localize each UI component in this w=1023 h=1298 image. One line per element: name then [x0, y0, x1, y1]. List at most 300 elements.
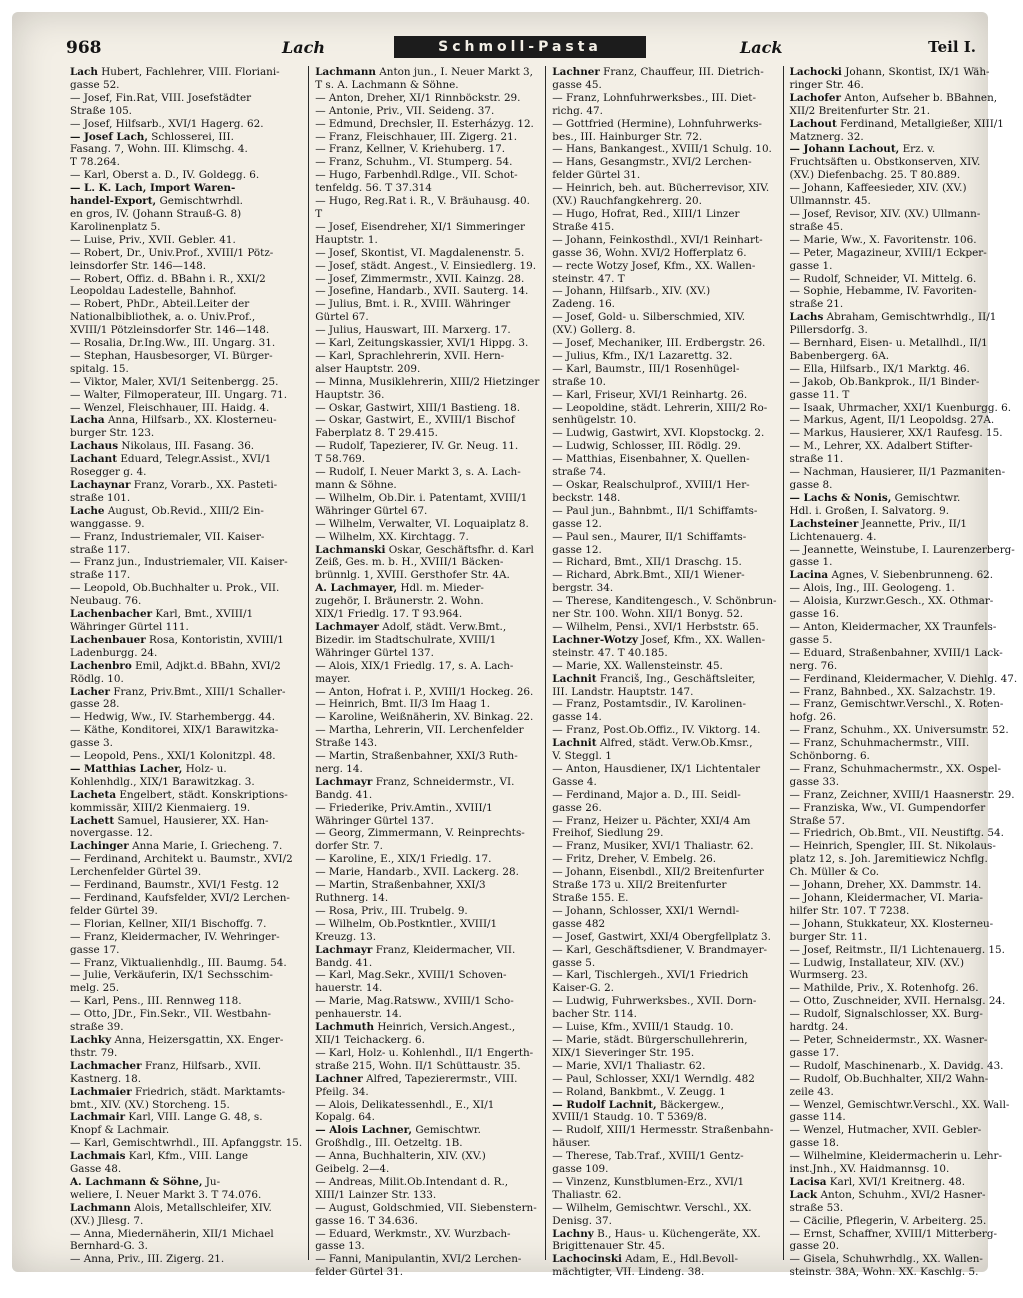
directory-entry [790, 931, 1018, 944]
entry-details: Karolinenplatz 5. [70, 220, 161, 233]
directory-entry [790, 1060, 1018, 1073]
directory-entry [70, 1150, 302, 1163]
directory-entry [70, 1228, 302, 1241]
directory-entry [790, 466, 1018, 479]
entry-details: — Karl, Gemischtwrhdl., III. Apfanggstr. 15. [70, 1137, 303, 1150]
entry-details: — Hans, Gesangmstr., XVI/2 Lerchen- [552, 156, 752, 169]
entry-details: — Georg, Zimmermann, V. Reinprechts- [315, 827, 525, 840]
entry-details: — Therese, Kanditengesch., V. Schönbrun- [552, 595, 777, 608]
entry-details: — Rudolf, Ob.Buchhalter, XII/2 Wahn- [789, 1072, 989, 1085]
directory-entry [790, 479, 1018, 492]
advertising-banner: Schmoll-Pasta [394, 36, 646, 58]
directory-entry [552, 1073, 776, 1086]
directory-entry [552, 892, 776, 905]
entry-details: brünnlg. 1, XVIII. Gersthofer Str. 4A. [315, 569, 510, 582]
entry-details: — Hugo, Hofrat, Red., XIII/1 Linzer [552, 207, 740, 220]
entry-details: III. Landstr. Hauptstr. 147. [552, 685, 694, 698]
directory-entry [790, 66, 1018, 79]
entry-details: — Edmund, Drechsler, II. Esterházyg. 12. [315, 117, 534, 130]
directory-entry [552, 595, 776, 608]
entry-details: — Josefine, Handarb., XVII. Sauterg. 14. [315, 285, 529, 298]
directory-entry [70, 789, 302, 802]
directory-entry [790, 944, 1018, 957]
directory-entry [70, 582, 302, 595]
entry-details: gasse 5. [552, 956, 596, 969]
entry-details: häuser. [552, 1137, 591, 1150]
column-4 [784, 66, 1023, 1279]
entry-details: August, Ob.Revid., XIII/2 Ein- [107, 504, 264, 517]
entry-details: Abraham, Gemischtwrhdlg., II/1 [826, 311, 997, 324]
entry-details: — Alois, Ing., III. Geologeng. 1. [789, 582, 955, 595]
entry-details: straße 45. [789, 220, 844, 233]
directory-entry [790, 1008, 1018, 1021]
entry-name: Lachs [789, 311, 824, 324]
entry-details: XVIII/1 Pötzleinsdorfer Str. 146—148. [70, 324, 270, 337]
entry-details: gasse 12. [552, 517, 602, 530]
directory-entry [70, 995, 302, 1008]
directory-entry [70, 776, 302, 789]
entry-details: — Ferdinand, Kleidermacher, V. Diehlg. 47. [789, 672, 1018, 685]
directory-entry [70, 234, 302, 247]
entry-details: — Sophie, Hebamme, IV. Favoriten- [789, 285, 977, 298]
entry-details: gasse 17. [789, 1046, 840, 1059]
entry-name: Lachmacher [70, 1059, 142, 1072]
directory-entry [790, 260, 1018, 273]
entry-details: Schlosserei, III. [151, 130, 234, 143]
entry-details: Faberplatz 8. T 29.415. [315, 427, 438, 440]
entry-name: — L. K. Lach, Import Waren- [70, 182, 236, 195]
entry-details: alser Hauptstr. 209. [315, 362, 421, 375]
entry-details: — Karl, Holz- u. Kohlenhdl., II/1 Engerth- [315, 1046, 534, 1059]
entry-details: — Viktor, Maler, XVI/1 Seitenbergg. 25. [70, 375, 279, 388]
entry-details: Anton, Aufseher b. BBahnen, [844, 91, 998, 104]
directory-entry [70, 1008, 302, 1021]
directory-entry [315, 298, 539, 311]
entry-name: handel-Export, [70, 195, 157, 208]
entry-details: — Josef, Gastwirt, XXI/4 Obergfellplatz 3. [552, 930, 771, 943]
entry-details: — Franz, Schuhmachermstr., XX. Ospel- [789, 762, 1002, 775]
entry-details: — Franziska, Ww., VI. Gumpendorfer [789, 801, 986, 814]
entry-details: — Otto, Zuschneider, XVII. Hernalsg. 24. [789, 995, 1006, 1008]
entry-details: — Andreas, Milit.Ob.Intendant d. R., [315, 1175, 509, 1188]
directory-entry [790, 1163, 1018, 1176]
directory-entry [552, 402, 776, 415]
entry-details: Oskar, Geschäftsfhr. d. Karl [388, 543, 534, 556]
entry-details: gasse 52. [70, 78, 120, 91]
directory-entry [552, 350, 776, 363]
entry-details: — Julie, Verkäuferin, IX/1 Sechsschim- [70, 969, 273, 982]
entry-details: — Leopold, Pens., XXI/1 Kolonitzpl. 48. [70, 750, 276, 763]
directory-entry [552, 1086, 776, 1099]
page-number: 968 [66, 38, 102, 58]
directory-entry [70, 827, 302, 840]
directory-entry [315, 660, 539, 673]
directory-entry [552, 995, 776, 1008]
directory-entry [70, 260, 302, 273]
directory-entry [552, 1034, 776, 1047]
directory-entry [315, 982, 539, 995]
directory-entry [790, 1099, 1018, 1112]
entry-details: Straße 105. [70, 104, 132, 117]
directory-entry [70, 1202, 302, 1215]
entry-details: Franciš, Ing., Geschäftsleiter, [599, 672, 756, 685]
entry-details: Alfred, Tapezierermstr., VIII. [366, 1072, 518, 1085]
directory-entry [70, 1163, 302, 1176]
directory-entry [70, 544, 302, 557]
directory-entry [552, 1099, 776, 1112]
directory-entry [552, 1215, 776, 1228]
entry-details: Kaiser-G. 2. [552, 982, 614, 995]
directory-entry [552, 414, 776, 427]
entry-name: Lachsteiner [789, 517, 859, 530]
directory-entry [552, 1228, 776, 1241]
directory-entry [315, 969, 539, 982]
directory-entry [552, 621, 776, 634]
directory-entry [70, 815, 302, 828]
entry-details: — Richard, Bmt., XII/1 Draschg. 15. [552, 556, 742, 569]
directory-entry [70, 247, 302, 260]
entry-details: — Franz, Zeichner, XVIII/1 Haasnerstr. 29. [789, 788, 1015, 801]
entry-details: — Ella, Hilfsarb., IX/1 Marktg. 46. [789, 362, 970, 375]
directory-entry [552, 673, 776, 686]
directory-entry [315, 724, 539, 737]
directory-entry [552, 853, 776, 866]
entry-details: Gemischtwr. [415, 1124, 481, 1137]
entry-details: — Anton, Kleidermacher, XX Traunfels- [789, 620, 997, 633]
entry-details: inst.Jnh., XV. Haidmannsg. 10. [789, 1163, 950, 1176]
directory-entry [70, 195, 302, 208]
entry-details: Lichtenauerg. 4. [789, 530, 877, 543]
entry-details: — Josef, Mechaniker, III. Erdbergstr. 26. [552, 337, 766, 350]
directory-entry [70, 440, 302, 453]
directory-entry [790, 840, 1018, 853]
directory-entry [315, 789, 539, 802]
directory-entry [552, 608, 776, 621]
entry-details: — Ludwig, Gastwirt, XVI. Klopstockg. 2. [552, 427, 765, 440]
directory-entry [315, 544, 539, 557]
entry-details: — M., Lehrer, XX. Adalbert Stifter- [789, 440, 973, 453]
entry-details: bmt., XIV. (XV.) Storcheng. 15. [70, 1098, 230, 1111]
entry-name: Lachofer [789, 91, 841, 104]
entry-details: Ruthnerg. 14. [315, 892, 389, 904]
directory-entry [70, 182, 302, 195]
directory-entry [552, 944, 776, 957]
directory-entry [315, 285, 539, 298]
entry-details: gasse 16. T 34.636. [315, 1214, 418, 1227]
directory-entry [552, 802, 776, 815]
directory-entry [70, 208, 302, 221]
directory-entry [552, 389, 776, 402]
directory-entry [70, 389, 302, 402]
entry-details: gasse 11. T [789, 388, 850, 401]
entry-details: Karl, Kfm., VIII. Lange [128, 1150, 248, 1163]
directory-entry [70, 866, 302, 879]
entry-details: — Karl, Tischlergeh., XVI/1 Friedrich [552, 969, 749, 982]
entry-details: — Minna, Musiklehrerin, XIII/2 Hietzinger [315, 375, 540, 388]
entry-details: steinstr. 47. T 40.185. [552, 646, 668, 659]
directory-entry [70, 169, 302, 182]
entry-details: — Franz, Bahnbed., XX. Salzachstr. 19. [789, 685, 996, 698]
directory-entry [790, 673, 1018, 686]
directory-entry [552, 698, 776, 711]
entry-details: — Franz jun., Industriemaler, VII. Kaiser- [70, 556, 288, 569]
directory-entry [790, 569, 1018, 582]
entry-details: nerg. 76. [789, 659, 838, 672]
entry-details: — Julius, Kfm., IX/1 Lazarettg. 32. [552, 349, 733, 362]
entry-name: Lachmayr [315, 943, 373, 956]
entry-details: (XV.) Jllesg. 7. [70, 1214, 144, 1227]
entry-details: bergstr. 34. [552, 582, 614, 595]
entry-details: hauerstr. 14. [315, 982, 383, 995]
directory-entry [315, 492, 539, 505]
directory-entry [790, 647, 1018, 660]
entry-details: — Josef, städt. Angest., V. Einsiedlerg. 19. [315, 259, 536, 272]
column-2 [309, 66, 546, 1279]
directory-entry [552, 247, 776, 260]
entry-details: — Mathilde, Priv., X. Rotenhofg. 26. [789, 982, 979, 995]
directory-entry [790, 608, 1018, 621]
entry-name: Lachmaier [70, 1085, 132, 1098]
directory-entry [315, 79, 539, 92]
directory-entry [315, 569, 539, 582]
entry-details: steinstr. 38A, Wohn. XX. Kaschlg. 5. [789, 1266, 979, 1279]
entry-details: — Hans, Bankangest., XVIII/1 Schulg. 10. [552, 143, 772, 156]
entry-name: Lacha [70, 414, 105, 427]
directory-entry [790, 234, 1018, 247]
entry-name: Lachett [70, 814, 115, 827]
entry-details: zeile 43. [789, 1085, 834, 1098]
entry-details: XVIII/1 Staudg. 10. T 5369/8. [552, 1111, 707, 1124]
entry-details: — Johann, Stukkateur, XX. Klosterneu- [789, 917, 994, 930]
entry-name: Lacisa [789, 1175, 827, 1188]
directory-entry [552, 711, 776, 724]
entry-name: Lachner [552, 66, 600, 78]
directory-entry [70, 802, 302, 815]
entry-details: Anton jun., I. Neuer Markt 3, [379, 66, 533, 78]
entry-details: — Josef, Revisor, XIV. (XV.) Ullmann- [789, 207, 981, 220]
entry-details: gasse 14. [552, 711, 602, 724]
directory-entry [315, 350, 539, 363]
entry-details: XII/1 Teichackerg. 6. [315, 1033, 425, 1046]
directory-entry [552, 324, 776, 337]
entry-details: — Anton, Dreher, XI/1 Rinnböckstr. 29. [315, 91, 521, 104]
entry-details: — Wenzel, Gemischtwr.Verschl., XX. Wall- [789, 1098, 1010, 1111]
directory-entry [790, 621, 1018, 634]
directory-entry [70, 853, 302, 866]
directory-entry [315, 131, 539, 144]
directory-entry [552, 647, 776, 660]
directory-entry [315, 389, 539, 402]
entry-name: Lachout [789, 117, 837, 130]
entry-details: Bandg. 41. [315, 788, 373, 801]
directory-entry [552, 505, 776, 518]
directory-entry [70, 273, 302, 286]
entry-details: Heinrich, Versich.Angest., [377, 1021, 516, 1034]
directory-entry [552, 118, 776, 131]
entry-name: Lachmayr [315, 775, 373, 788]
directory-entry [315, 143, 539, 156]
entry-name: Lachenbacher [70, 608, 153, 621]
directory-entry [315, 531, 539, 544]
entry-name: — Lachs & Nonis, [789, 491, 892, 504]
entry-name: — Alois Lachner, [315, 1124, 412, 1137]
directory-entry [70, 402, 302, 415]
entry-details: — Vinzenz, Kunstblumen-Erz., XVI/1 [552, 1175, 745, 1188]
entry-details: — Franz, Schuhm., VI. Stumperg. 54. [315, 156, 513, 169]
entry-details: — Karl, Oberst a. D., IV. Goldegg. 6. [70, 169, 260, 182]
directory-entry [70, 698, 302, 711]
directory-entry [790, 802, 1018, 815]
entry-details: gasse 482 [552, 917, 606, 930]
directory-entry [315, 414, 539, 427]
entry-details: gasse 1. [789, 556, 833, 569]
directory-entry [70, 492, 302, 505]
directory-entry [790, 763, 1018, 776]
directory-entry [315, 505, 539, 518]
entry-details: Ullmannstr. 45. [789, 195, 871, 208]
entry-details: — Karl, Friseur, XVI/1 Reinhartg. 26. [552, 388, 748, 401]
directory-entry [70, 363, 302, 376]
directory-entry [315, 582, 539, 595]
entry-details: gasse 3. [70, 737, 113, 750]
entry-details: — Ernst, Schaffner, XVIII/1 Mitterberg- [789, 1227, 998, 1240]
entry-details: — Aloisia, Kurzwr.Gesch., XX. Othmar- [789, 595, 994, 608]
directory-entry [790, 208, 1018, 221]
entry-details: gasse 109. [552, 1163, 609, 1176]
directory-entry [315, 376, 539, 389]
directory-entry [70, 79, 302, 92]
entry-details: steinstr. 47. T [552, 272, 625, 285]
directory-entry [70, 1111, 302, 1124]
directory-entry [70, 531, 302, 544]
directory-entry [552, 982, 776, 995]
directory-entry [70, 944, 302, 957]
directory-entry [790, 1047, 1018, 1060]
entry-details: novergasse. 12. [70, 827, 153, 840]
entry-details: Jeannette, Priv., II/1 [861, 517, 967, 530]
entry-details: — Josef, Reitmstr., II/1 Lichtenauerg. 15. [789, 943, 1005, 956]
entry-details: Nikolaus, III. Fasang. 36. [121, 440, 255, 453]
directory-entry [790, 750, 1018, 763]
directory-entry [70, 1099, 302, 1112]
entry-details: Franz, Chauffeur, III. Dietrich- [603, 66, 764, 78]
entry-details: Eduard, Telegr.Assist., XVI/1 [120, 453, 272, 466]
entry-details: Hauptstr. 1. [315, 233, 378, 246]
directory-entry [70, 931, 302, 944]
entry-name: Lachmuth [315, 1021, 375, 1034]
directory-entry [315, 1137, 539, 1150]
entry-details: Bandg. 41. [315, 956, 373, 969]
directory-entry [315, 853, 539, 866]
directory-entry [552, 1150, 776, 1163]
entry-details: — Ludwig, Schlosser, III. Rödlg. 29. [552, 440, 741, 453]
entry-details: Thaliastr. 62. [552, 1188, 622, 1201]
directory-entry [70, 505, 302, 518]
entry-details: — Franz, Schuhmachermstr., VIII. [789, 737, 970, 750]
directory-entry [315, 1163, 539, 1176]
entry-details: Adolf, städt. Verw.Bmt., [382, 620, 507, 633]
entry-name: A. Lachmayer, [315, 582, 398, 595]
directory-entry [552, 556, 776, 569]
entry-details: — Marie, XVI/1 Thaliastr. 62. [552, 1059, 706, 1072]
entry-details: — Nachman, Hausierer, II/1 Pazmaniten- [789, 466, 1006, 479]
entry-details: ner Str. 100. Wohn. XII/1 Bonyg. 52. [552, 608, 744, 621]
directory-entry [790, 105, 1018, 118]
directory-entry [790, 79, 1018, 92]
directory-entry [552, 131, 776, 144]
directory-entry [70, 518, 302, 531]
directory-entry [552, 156, 776, 169]
entry-details: — Eduard, Straßenbahner, XVIII/1 Lack- [789, 646, 1003, 659]
entry-name: Lachocki [789, 66, 842, 78]
entry-details: — Leopoldine, städt. Lehrerin, XIII/2 Ro- [552, 401, 768, 414]
directory-entry [552, 931, 776, 944]
entry-details: — Wilhelmine, Kleidermacherin u. Lehr- [789, 1150, 1003, 1163]
directory-entry [315, 518, 539, 531]
running-head-left: Lach [282, 38, 325, 57]
directory-entry [70, 569, 302, 582]
directory-entry [70, 92, 302, 105]
directory-entry [790, 918, 1018, 931]
column-1 [64, 66, 309, 1266]
directory-entry [315, 427, 539, 440]
entry-details: — Josef, Zimmermstr., XVII. Kainzg. 28. [315, 272, 525, 285]
directory-entry [552, 1060, 776, 1073]
directory-entry [552, 905, 776, 918]
entry-details: gasse 12. [552, 543, 602, 556]
directory-entry [70, 905, 302, 918]
directory-entry [790, 892, 1018, 905]
directory-entry [552, 724, 776, 737]
entry-details: melg. 25. [70, 982, 120, 995]
entry-details: Bäckergew., [659, 1098, 725, 1111]
entry-details: Anna Marie, I. Griecheng. 7. [132, 840, 283, 853]
directory-entry [790, 531, 1018, 544]
entry-details: nerg. 14. [315, 762, 363, 775]
directory-entry [315, 1266, 539, 1279]
directory-entry [552, 1047, 776, 1060]
directory-entry [790, 1111, 1018, 1124]
entry-details: gasse 8. [789, 479, 833, 491]
entry-details: — Wilhelm, Ob.Postkntler., XVIII/1 [315, 917, 498, 930]
directory-entry [315, 118, 539, 131]
entry-details: mayer. [315, 672, 351, 685]
directory-entry [315, 879, 539, 892]
entry-details: — Johann, Eisenbdl., XII/2 Breitenfurter [552, 866, 764, 879]
entry-name: — Josef Lach, [70, 130, 148, 143]
directory-entry [315, 105, 539, 118]
entry-details: Karl, VIII. Lange G. 48, s. [128, 1111, 263, 1124]
entry-details: XIII/1 Lainzer Str. 133. [315, 1188, 437, 1201]
directory-entry [552, 840, 776, 853]
entry-details: — Robert, PhDr., Abteil.Leiter der [70, 298, 250, 311]
directory-entry [315, 957, 539, 970]
directory-entry [552, 453, 776, 466]
entry-details: — Oskar, Gastwirt, E., XVIII/1 Bischof [315, 414, 515, 427]
entry-details: Kohlenhdlg., XIX/1 Barawitzkag. 3. [70, 775, 255, 788]
entry-details: Alois, Metallschleifer, XIV. [134, 1201, 272, 1214]
entry-details: Knopf & Lachmair. [70, 1124, 170, 1137]
directory-entry [790, 427, 1018, 440]
directory-columns [64, 66, 1018, 1279]
directory-entry [70, 673, 302, 686]
directory-entry [552, 92, 776, 105]
directory-entry [790, 492, 1018, 505]
entry-details: — Franz, Musiker, XVI/1 Thaliastr. 62. [552, 840, 754, 853]
directory-entry [790, 1228, 1018, 1241]
directory-entry [790, 1137, 1018, 1150]
entry-details: gasse 45. [552, 78, 602, 91]
